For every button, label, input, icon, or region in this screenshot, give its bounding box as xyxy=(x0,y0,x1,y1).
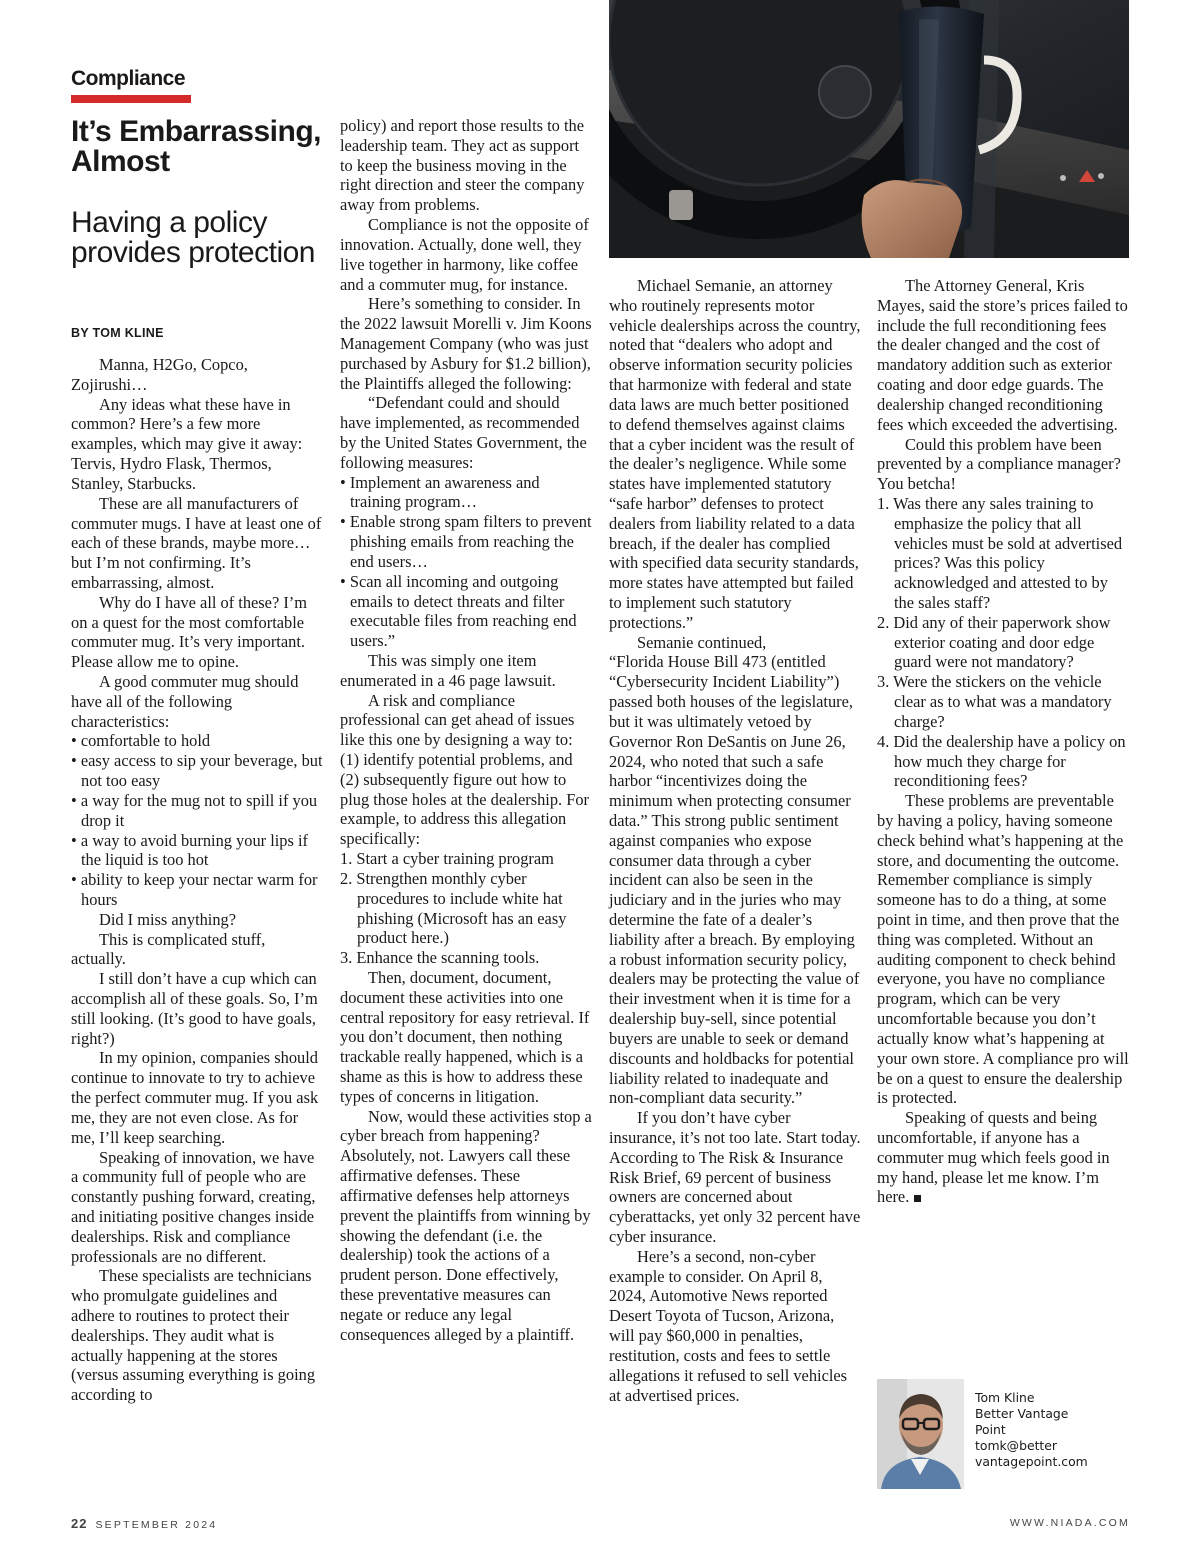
byline: BY TOM KLINE xyxy=(71,326,164,340)
bullet-item: • a way for the mug not to spill if you drop it xyxy=(71,790,318,830)
paragraph: Any ideas what these have in common? Here’s a few more examples, which may give it away: Tervis, Hydro Flask, Thermos, Stanley, Starbucks. xyxy=(71,394,303,493)
article-column-2 xyxy=(340,116,593,1344)
issue-date: SEPTEMBER 2024 xyxy=(95,1519,218,1531)
page-number: 22 xyxy=(71,1516,88,1531)
paragraph: Here’s a second, non-cyber example to consider. On April 8, 2024, Automotive News reported Desert Toyota of Tucson, Arizona, will pay $60,000 in penalties, restitution, costs and fees to settle allegations it refused to sell vehicles at advertised prices. xyxy=(609,1246,848,1405)
paragraph: The Attorney General, Kris Mayes, said the store’s prices failed to include the full reconditioning fees the dealer changed and the cost of mandatory addition such as exterior coating and door edge guards. The dealership changed reconditioning fees which exceeded the advertising. xyxy=(877,276,1128,434)
bullet-item: • comfortable to hold xyxy=(71,731,211,751)
bullet-item: • Scan all incoming and outgoing emails to detect threats and filter executable files from reaching end users.” xyxy=(340,571,577,651)
author-email[interactable]: vantagepoint.com xyxy=(975,1454,1088,1469)
paragraph: These specialists are technicians who promulgate guidelines and adhere to routines to protect their dealerships. They audit what is actually happening at the stores (versus assuming everything is going according to xyxy=(71,1266,316,1405)
article-column-4 xyxy=(877,276,1129,1207)
bullet-item: • Implement an awareness and training program… xyxy=(340,472,540,512)
bullet-item: • a way to avoid burning your lips if the liquid is too hot xyxy=(71,830,308,870)
paragraph: These problems are preventable by having a policy, having someone check behind what’s happening at the store, and documenting the outcome. Remember compliance is simply someone has to do a thing, at some point in time, and then prove that the thing was completed. Without an auditing component to check behind everyone, you have no compliance program, which can be very uncomfortable because you don’t actually know what’s happening at your own store. A compliance pro will be on a quest to ensure the dealership is protected. xyxy=(877,791,1129,1108)
closing-text: Speaking of quests and being uncomfortable, if anyone has a commuter mug which feels good in my hand, please let me know. I’m here. xyxy=(877,1108,1110,1207)
numbered-item: 1. Was there any sales training to emphasize the policy that all vehicles must be sold at advertised prices? Was this policy acknowledged and attested to by the sales staff? xyxy=(877,493,1123,612)
paragraph: policy) and report those results to the leadership team. They act as support to keep the business moving in the right direction and steer the company away from problems. xyxy=(340,116,585,215)
numbered-item: 3. Were the stickers on the vehicle clear as to what was a mandatory charge? xyxy=(877,672,1112,731)
bullet-item: • ability to keep your nectar warm for hours xyxy=(71,870,318,909)
steering-wheel-mug-photo xyxy=(609,0,1129,258)
author-bio xyxy=(975,1390,1115,1470)
paragraph: In my opinion, companies should continue to innovate to try to achieve the perfect commuter mug. If you ask me, they are not even close. As for me, I’ll keep searching. xyxy=(71,1048,319,1147)
paragraph: Compliance is not the opposite of innovation. Actually, done well, they live together in harmony, like coffee and a commuter mug, for instance. xyxy=(340,215,589,294)
paragraph: These are all manufacturers of commuter mugs. I have at least one of each of these brands, maybe more…but I’m not confirming. It’s embarrassing, almost. xyxy=(71,493,322,592)
section-label: Compliance xyxy=(71,67,186,90)
headline: It’s Embarrassing, Almost xyxy=(71,115,321,178)
bullet-item: • easy access to sip your beverage, but not too easy xyxy=(71,751,323,791)
paragraph: Why do I have all of these? I’m on a quest for the most comfortable commuter mug. It’s very important. Please allow me to opine. xyxy=(71,592,307,672)
paragraph: Then, document, document, document these activities into one central repository for easy retrieval. If you don’t document, then nothing trackable really happened, which is a shame as this is how to address these types of concerns in litigation. xyxy=(340,967,590,1106)
bullet-item: • Enable strong spam filters to prevent phishing emails from reaching the end users… xyxy=(340,512,592,571)
article-column-1 xyxy=(71,355,323,1405)
paragraph: Michael Semanie, an attorney who routinely represents motor vehicle dealerships across the country, noted that “dealers who adopt and observe information security policies that harmonize with federal and state data laws are much better positioned to defend themselves against claims that a cyber incident was the result of the dealer’s negligence. While some states have implemented statutory “safe harbor” defenses to protect dealers from liability related to a data breach, if the dealer has complied with specified data security standards, more states have attempted but failed to implement such statutory protections.” xyxy=(609,276,861,632)
paragraph: Speaking of innovation, we have a community full of people who are constantly pushing forward, creating, and initiating positive changes inside dealerships. Risk and compliance professionals are no different. xyxy=(71,1147,316,1266)
paragraph: This is complicated stuff, actually. xyxy=(71,929,266,969)
paragraph: Semanie continued, xyxy=(637,632,767,652)
numbered-item: 2. Strengthen monthly cyber procedures to include white hat phishing (Microsoft has an easy product here.) xyxy=(340,868,567,948)
numbered-item: 1. Start a cyber training program xyxy=(340,849,554,869)
paragraph: Here’s something to consider. In the 2022 lawsuit Morelli v. Jim Koons Management Company (who was just purchased by Asbury for $1.2 billion), the Plaintiffs alleged the following: xyxy=(340,294,592,393)
footer-left xyxy=(71,1516,217,1531)
numbered-item: 4. Did the dealership have a policy on how much they charge for reconditioning fees? xyxy=(877,731,1126,791)
paragraph: If you don’t have cyber insurance, it’s not too late. Start today. According to The Risk & Insurance Risk Brief, 69 percent of business owners are concerned about cyberattacks, yet only 32 percent have cyber insurance. xyxy=(609,1108,861,1246)
paragraph: Manna, H2Go, Copco, Zojirushi… xyxy=(71,355,248,394)
quote-paragraph: “Florida House Bill 473 (entitled “Cybersecurity Incident Liability”) passed both houses of the legislature, but it was ultimately vetoed by Governor Ron DeSantis on June 26, 2024, who noted that such a safe harbor “incentivizes doing the minimum when protecting consumer data.” This strong public sentiment against companies who expose consumer data through a cyber incident can also be seen in the judiciary and in the juries who may determine the fate of a dealer’s liability after a breach. By employing a robust information security policy, dealers may be protecting the value of their investment when it is time for a dealership buy-sell, since potential buyers are unable to seek or demand discounts and holdbacks for potential liability related to inadequate and non-compliant data security.” xyxy=(609,652,860,1108)
paragraph xyxy=(877,1108,1129,1207)
paragraph: A risk and compliance professional can get ahead of issues like this one by designing a way to: (1) identify potential problems, and (2) subsequently figure out how to plug those holes at the dealership. For example, to address this allegation specifically: xyxy=(340,690,589,849)
author-email[interactable]: tomk@better xyxy=(975,1438,1057,1453)
section-rule xyxy=(71,95,191,103)
paragraph: This was simply one item enumerated in a 46 page lawsuit. xyxy=(340,650,556,690)
author-company: Better Vantage xyxy=(975,1406,1069,1421)
numbered-item: 2. Did any of their paperwork show exterior coating and door edge guard were not mandatory? xyxy=(877,612,1111,672)
paragraph: I still don’t have a cup which can accomplish all of these goals. So, I’m still looking. (It’s good to have goals, right?) xyxy=(71,969,318,1048)
author-company: Point xyxy=(975,1422,1006,1437)
numbered-item: 3. Enhance the scanning tools. xyxy=(340,948,540,968)
author-headshot xyxy=(877,1379,964,1489)
footer-site-link[interactable]: WWW.NIADA.COM xyxy=(1009,1517,1130,1529)
quote-paragraph: “Defendant could and should have implemented, as recommended by the United States Government, the following measures: xyxy=(340,393,587,472)
article-column-3 xyxy=(609,276,861,1405)
subhead: Having a policy provides protection xyxy=(71,206,315,269)
paragraph: Now, would these activities stop a cyber breach from happening? Absolutely, not. Lawyers call these affirmative defenses. These affirmative defenses help attorneys prevent the plaintiffs from winning by showing the defendant (i.e. the dealership) took the actions of a prudent person. Done effectively, these preventative measures can negate or reduce any legal consequences alleged by a plaintiff. xyxy=(340,1106,592,1344)
paragraph: A good commuter mug should have all of the following characteristics: xyxy=(71,672,299,731)
author-name: Tom Kline xyxy=(975,1390,1035,1405)
paragraph: Could this problem have been prevented by a compliance manager? You betcha! xyxy=(877,434,1121,494)
paragraph: Did I miss anything? xyxy=(99,909,237,929)
end-mark-icon xyxy=(914,1195,921,1202)
